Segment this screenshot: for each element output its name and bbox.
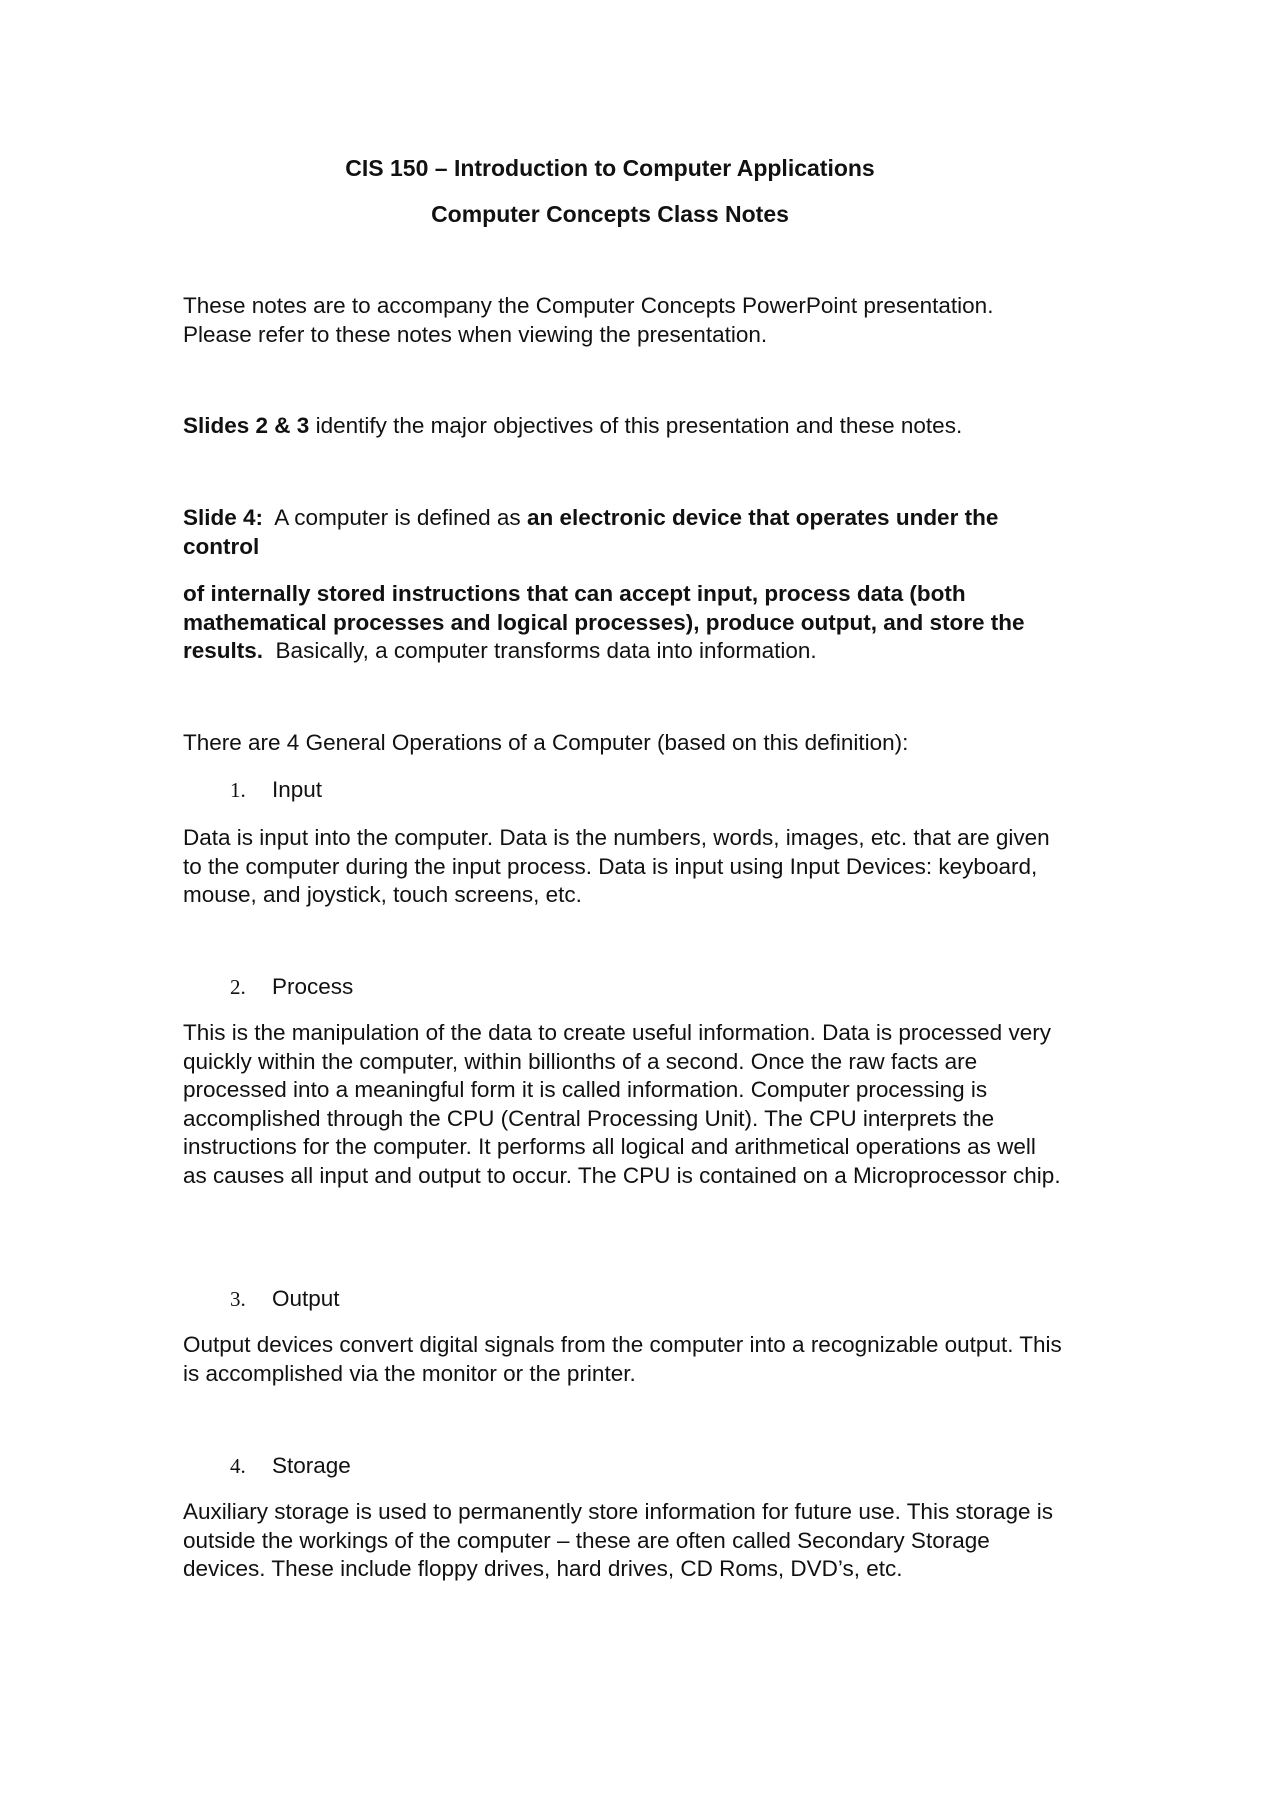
list-label: Storage [272,1453,351,1478]
slide-4-definition-b: of internally stored instructions that can accept input, process data (both mathematical processes and logical processes), produce output, and store the results. [183,581,1025,663]
notes-title: Computer Concepts Class Notes [431,201,789,227]
slide-4-text-a: A computer is defined as [263,505,527,530]
slide-4-paragraph [183,504,1063,561]
list-label: Output [272,1286,340,1311]
slides-2-3-text: identify the major objectives of this presentation and these notes. [309,413,963,438]
storage-description: Auxiliary storage is used to permanently store information for future use. This storage is outside the workings of the computer – these are often called Secondary Storage devices. These include floppy drives, hard drives, CD Roms, DVD’s, etc. [183,1499,1053,1581]
operations-intro: There are 4 General Operations of a Computer (based on this definition): [183,730,909,755]
list-item-input [230,776,322,804]
slide-4-definition-a: an electronic device that operates under the control [183,505,999,559]
list-number: 4. [230,1454,246,1478]
output-description: Output devices convert digital signals from the computer into a recognizable output. This is accomplished via the monitor or the printer. [183,1332,1062,1386]
slide-4-definition-paragraph [183,580,1063,666]
list-label: Input [272,777,323,802]
intro-paragraph: These notes are to accompany the Computer Concepts PowerPoint presentation. Please refer to these notes when viewing the presentation. [183,293,994,347]
slides-2-3-paragraph [183,412,1063,441]
list-item-storage [230,1452,351,1480]
list-number: 3. [230,1287,246,1311]
slides-2-3-label: Slides 2 & 3 [183,413,310,438]
list-item-output [230,1285,340,1313]
slide-4-text-b: Basically, a computer transforms data into information. [263,638,817,663]
list-number: 2. [230,975,246,999]
list-number: 1. [230,778,246,802]
process-description: This is the manipulation of the data to create useful information. Data is processed very quickly within the computer, within billionths of a second. Once the raw facts are processed into a meaningful form it is called information. Computer processing is accomplished through the CPU (Central Processing Unit). The CPU interprets the instructions for the computer. It performs all logical and arithmetical operations as well as causes all input and output to occur. The CPU is contained on a Microprocessor chip. [183,1020,1061,1188]
list-item-process [230,973,353,1001]
list-label: Process [272,974,354,999]
input-description: Data is input into the computer. Data is the numbers, words, images, etc. that are given to the computer during the input process. Data is input using Input Devices: keyboard, mouse, and joystick, touch screens, etc. [183,825,1050,907]
course-title: CIS 150 – Introduction to Computer Applications [345,155,875,181]
slide-4-label: Slide 4: [183,505,264,530]
